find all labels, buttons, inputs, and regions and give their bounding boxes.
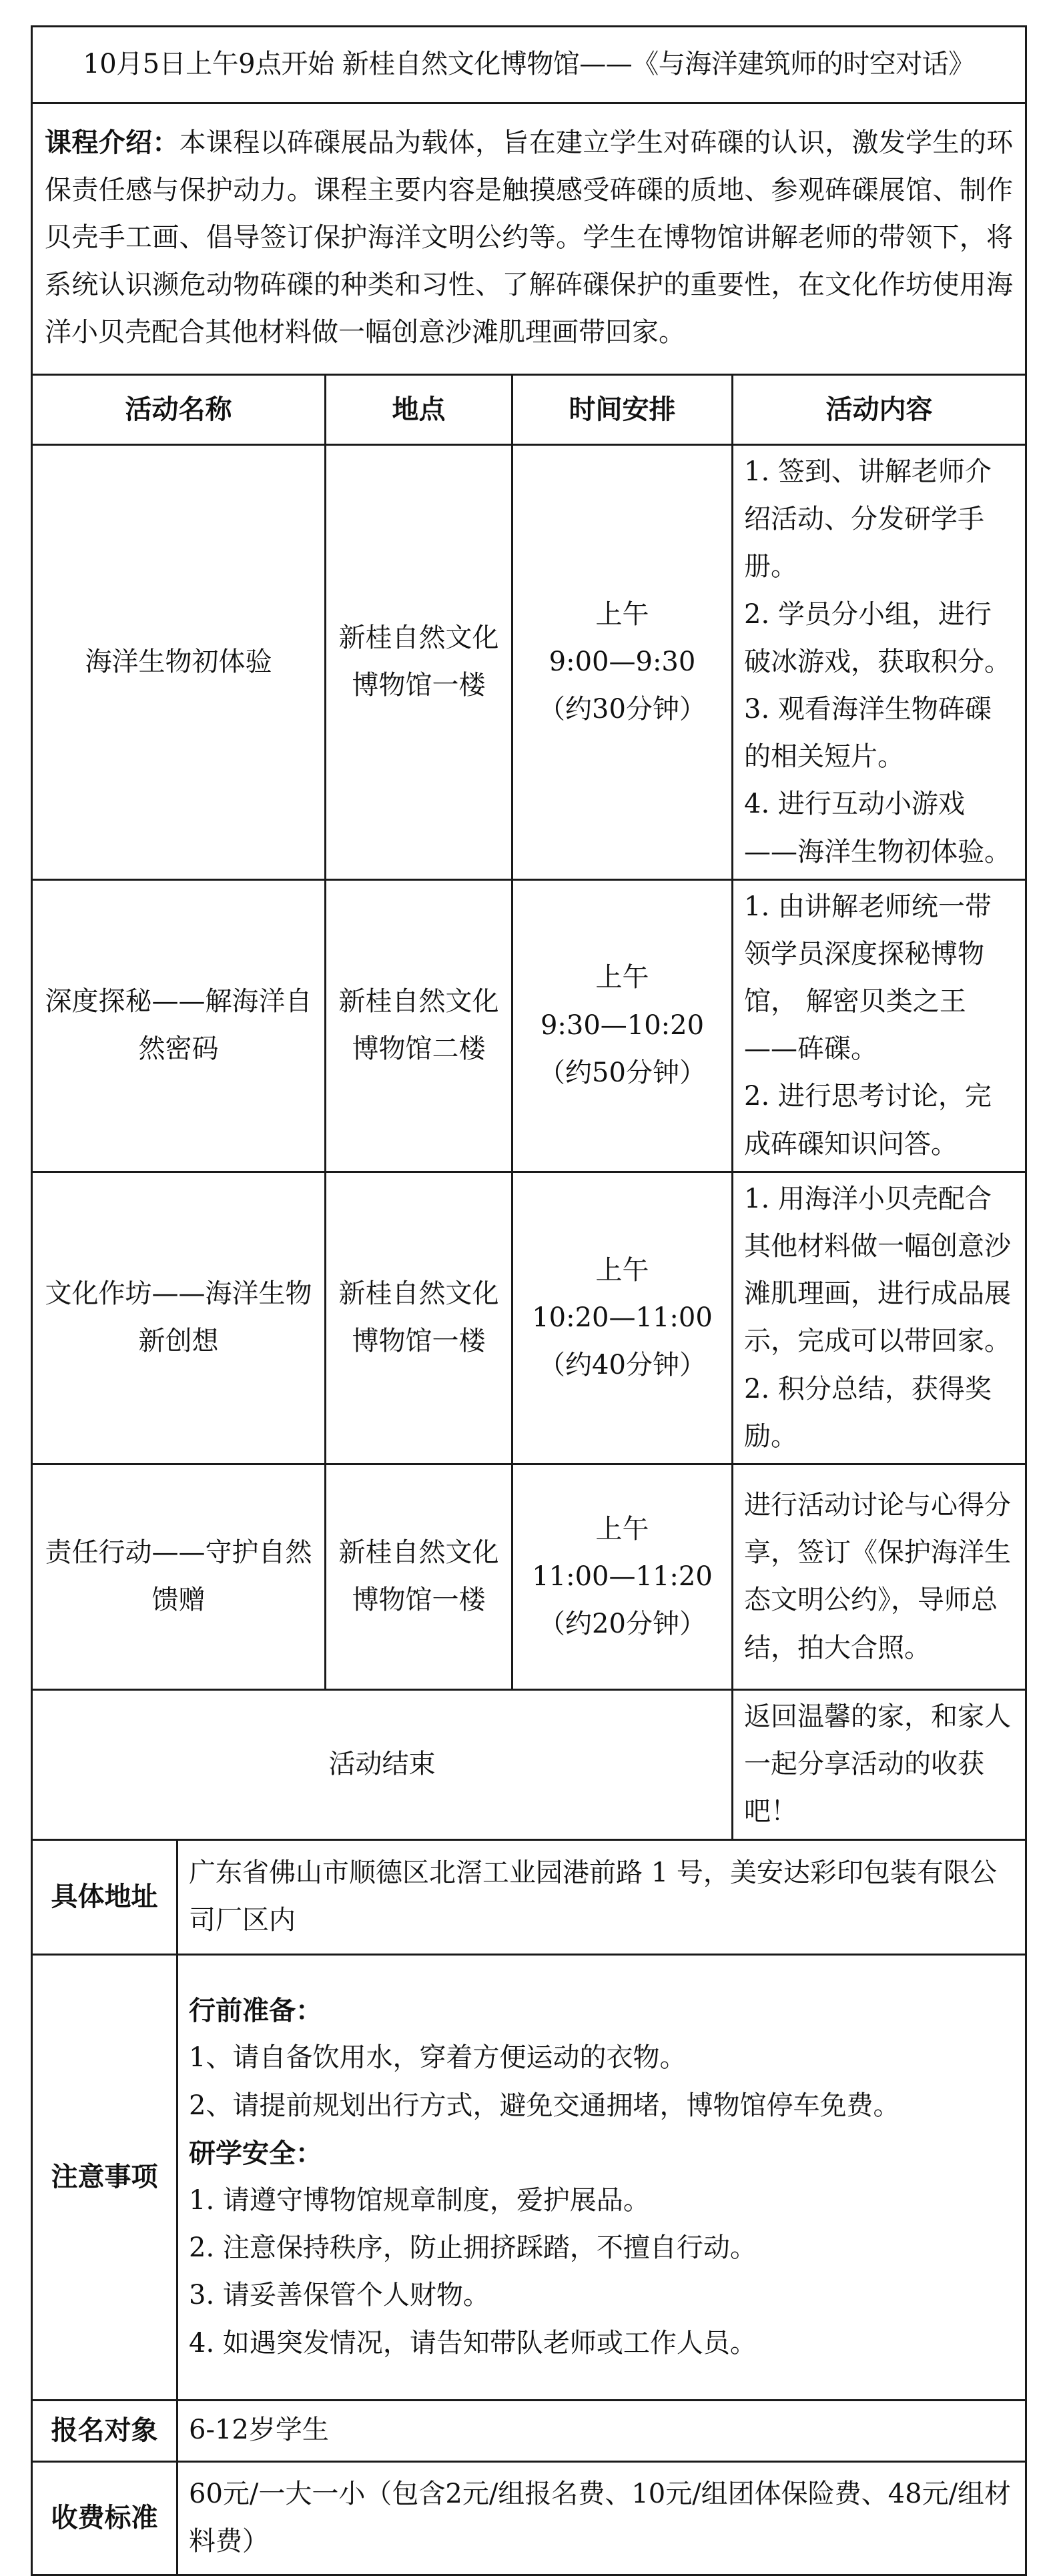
content-line: 1. 由讲解老师统一带领学员深度探秘博物馆， 解密贝类之王——砗磲。 bbox=[744, 891, 992, 1065]
notes-row bbox=[32, 1954, 1026, 2400]
fee-value: 60元/一大一小（包含2元/组报名费、10元/组团体保险费、48元/组材料费） bbox=[178, 2461, 1026, 2575]
header-time: 时间安排 bbox=[512, 375, 733, 445]
safety-item: 4. 如遇突发情况，请告知带队老师或工作人员。 bbox=[189, 2327, 757, 2358]
content-line: 2. 进行思考讨论，完成砗磲知识问答。 bbox=[744, 1081, 992, 1160]
activity-name: 文化作坊——海洋生物新创想 bbox=[32, 1172, 326, 1464]
intro-row bbox=[32, 103, 1026, 375]
content-line: 2. 积分总结，获得奖励。 bbox=[744, 1373, 992, 1452]
activity-content bbox=[733, 445, 1026, 880]
intro-label: 课程介绍： bbox=[45, 126, 180, 158]
content-line: 4. 进行互动小游戏——海洋生物初体验。 bbox=[744, 789, 1011, 867]
table-row bbox=[32, 1172, 1026, 1464]
address-row bbox=[32, 1839, 1026, 1954]
time-range: 10:20—11:00 bbox=[532, 1302, 713, 1333]
address-label: 具体地址 bbox=[32, 1839, 178, 1954]
target-row bbox=[32, 2400, 1026, 2461]
activity-name bbox=[32, 445, 326, 880]
time-range: 9:00—9:30 bbox=[549, 646, 696, 677]
activity-content bbox=[733, 879, 1026, 1172]
time-period: 上午 bbox=[595, 962, 649, 993]
activity-time bbox=[512, 1172, 733, 1464]
time-duration: （约50分钟） bbox=[539, 1057, 706, 1088]
activity-location: 新桂自然文化博物馆一楼 bbox=[326, 1464, 512, 1689]
target-label: 报名对象 bbox=[32, 2400, 178, 2461]
prep-item: 1、请自备饮用水，穿着方便运动的衣物。 bbox=[189, 2042, 687, 2074]
activity-content bbox=[733, 1172, 1026, 1464]
activity-time bbox=[512, 1464, 733, 1689]
time-duration: （约30分钟） bbox=[539, 693, 706, 725]
page-title: 10月5日上午9点开始 新桂自然文化博物馆——《与海洋建筑师的时空对话》 bbox=[32, 27, 1026, 103]
activity-location: 新桂自然文化博物馆二楼 bbox=[326, 879, 512, 1172]
schedule-table bbox=[31, 25, 1027, 2576]
safety-title: 研学安全： bbox=[189, 2137, 322, 2169]
activity-content bbox=[733, 1464, 1026, 1689]
content-line: 进行活动讨论与心得分享，签订《保护海洋生态文明公约》，导师总结，拍大合照。 bbox=[744, 1490, 1011, 1663]
course-intro bbox=[32, 103, 1026, 375]
activity-name: 深度探秘——解海洋自然密码 bbox=[32, 879, 326, 1172]
time-period: 上午 bbox=[595, 1513, 649, 1545]
time-period: 上午 bbox=[595, 598, 649, 630]
table-row bbox=[32, 445, 1026, 880]
activity-location: 新桂自然文化博物馆一楼 bbox=[326, 1172, 512, 1464]
header-activity-name: 活动名称 bbox=[32, 375, 326, 445]
fee-label: 收费标准 bbox=[32, 2461, 178, 2575]
prep-title: 行前准备： bbox=[189, 1995, 322, 2027]
address-value: 广东省佛山市顺德区北滘工业园港前路 1 号，美安达彩印包装有限公司厂区内 bbox=[178, 1839, 1026, 1954]
safety-item: 2. 注意保持秩序，防止拥挤踩踏，不擅自行动。 bbox=[189, 2232, 757, 2264]
table-header-row bbox=[32, 375, 1026, 445]
content-line: 2. 学员分小组，进行破冰游戏，获取积分。 bbox=[744, 598, 1011, 677]
activity-time bbox=[512, 445, 733, 880]
time-range: 9:30—10:20 bbox=[540, 1009, 705, 1041]
prep-item: 2、请提前规划出行方式，避免交通拥堵，博物馆停车免费。 bbox=[189, 2090, 900, 2121]
notes-label: 注意事项 bbox=[32, 1954, 178, 2400]
content-line: 3. 观看海洋生物砗磲的相关短片。 bbox=[744, 693, 992, 773]
activity-end-content: 返回温馨的家，和家人一起分享活动的收获吧！ bbox=[733, 1689, 1026, 1839]
notes-content bbox=[178, 1954, 1026, 2400]
activity-location: 新桂自然文化博物馆一楼 bbox=[326, 445, 512, 880]
end-row bbox=[32, 1689, 1026, 1839]
header-location: 地点 bbox=[326, 375, 512, 445]
time-period: 上午 bbox=[595, 1254, 649, 1286]
target-value: 6-12岁学生 bbox=[178, 2400, 1026, 2461]
activity-name-text: 海洋生物初体验 bbox=[85, 646, 272, 677]
header-content: 活动内容 bbox=[733, 375, 1026, 445]
intro-text: 本课程以砗磲展品为载体，旨在建立学生对砗磲的认识，激发学生的环保责任感与保护动力。课程主要内容是触摸感受砗磲的质地、参观砗磲展馆、制作贝壳手工画、倡导签订保护海洋文明公约等。学生在博物馆讲解老师的带领下，将系统认识濒危动物砗磲的种类和习性、了解砗磲保护的重要性，在文化作坊使用海洋小贝壳配合其他材料做一幅创意沙滩肌理画带回家。 bbox=[45, 127, 1014, 348]
safety-item: 1. 请遵守博物馆规章制度，爱护展品。 bbox=[189, 2185, 650, 2216]
time-duration: （约40分钟） bbox=[539, 1349, 706, 1380]
fee-row bbox=[32, 2461, 1026, 2575]
time-duration: （约20分钟） bbox=[539, 1609, 706, 1640]
table-row bbox=[32, 1464, 1026, 1689]
table-row bbox=[32, 879, 1026, 1172]
activity-end-label: 活动结束 bbox=[32, 1689, 733, 1839]
safety-item: 3. 请妥善保管个人财物。 bbox=[189, 2280, 490, 2311]
content-line: 1. 签到、讲解老师介绍活动、分发研学手册。 bbox=[744, 456, 992, 582]
title-row bbox=[32, 27, 1026, 103]
activity-name: 责任行动——守护自然馈赠 bbox=[32, 1464, 326, 1689]
time-range: 11:00—11:20 bbox=[532, 1561, 713, 1592]
activity-time bbox=[512, 879, 733, 1172]
content-line: 1. 用海洋小贝壳配合其他材料做一幅创意沙滩肌理画，进行成品展示，完成可以带回家。 bbox=[744, 1183, 1011, 1357]
